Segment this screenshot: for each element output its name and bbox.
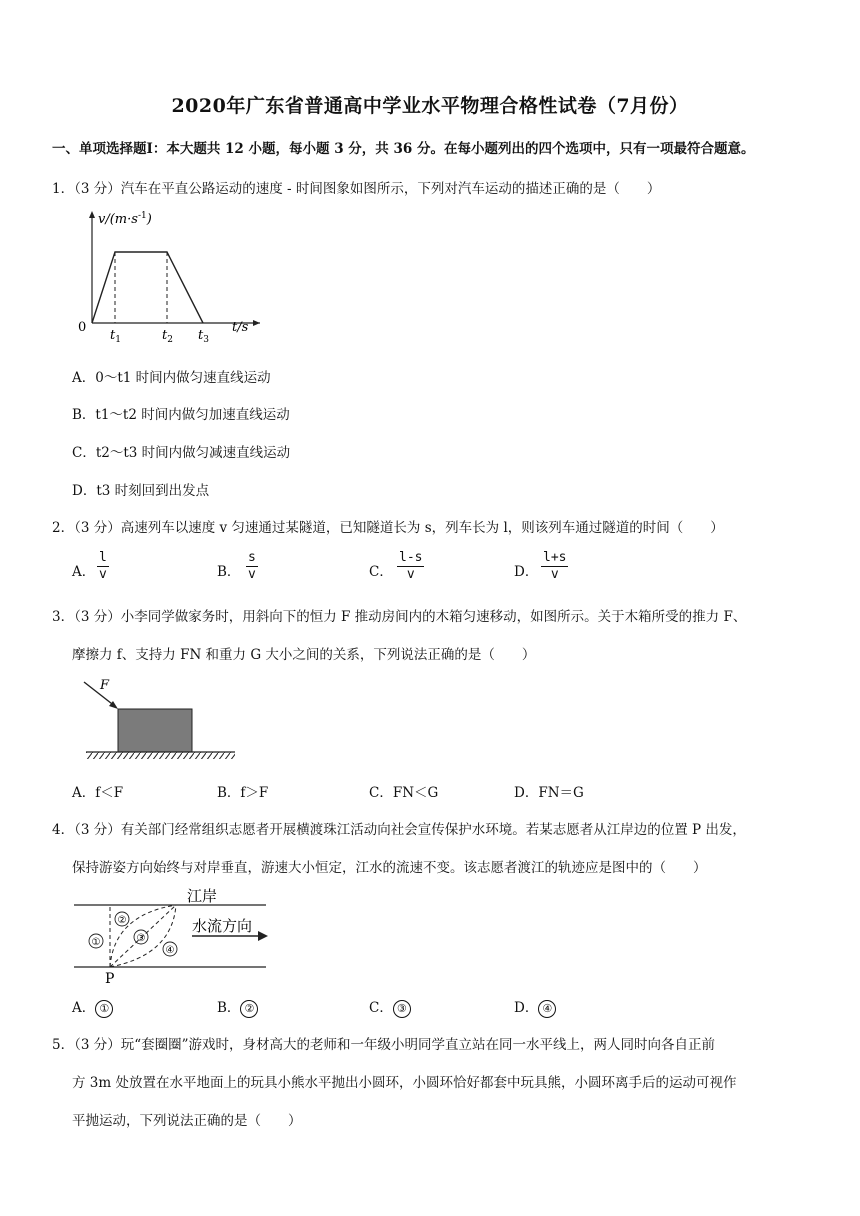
q2-num-b: s xyxy=(248,550,256,565)
graph-ylabel: v/(m·s xyxy=(98,212,138,227)
q2-den-b: v xyxy=(248,567,256,582)
graph-t3-sub: 3 xyxy=(203,335,209,345)
graph-ylabel-close: ) xyxy=(146,212,152,227)
q4-option-d xyxy=(514,996,556,1018)
path-label-4: ④ xyxy=(165,945,175,956)
graph-t2-sub: 2 xyxy=(167,335,173,345)
question-4-stem-line2: 保持游姿方向始终与对岸垂直，游速大小恒定，江水的流速不变。该志愿者渡江的轨迹应是图中的（ ） xyxy=(72,860,707,876)
river-crossing-diagram xyxy=(72,885,272,985)
q4-label-a: A． xyxy=(72,1000,96,1016)
section-heading: 一、单项选择题Ⅰ：本大题共 12 小题，每小题 3 分，共 36 分。在每小题列出的四个选项中，只有一项最符合题意。 xyxy=(52,141,755,157)
q2-label-b: B． xyxy=(217,564,241,580)
graph-ylabel-exp: -1 xyxy=(137,211,147,221)
q2-fraction-b xyxy=(246,550,258,583)
q2-num-c: l-s xyxy=(399,550,423,565)
svg-text:t2 xyxy=(162,328,173,345)
q2-label-c: C． xyxy=(369,564,393,580)
path-label-2: ② xyxy=(117,915,127,926)
q2-fraction-d xyxy=(541,550,568,583)
q4-option-c xyxy=(369,996,411,1018)
q2-den-d: v xyxy=(550,567,559,582)
svg-text:t1 xyxy=(110,328,121,345)
q1-option-c: C．t2～t3 时间内做匀减速直线运动 xyxy=(72,445,291,461)
question-5-stem-line2: 方 3m 处放置在水平地面上的玩具小熊水平抛出小圆环，小圆环恰好都套中玩具熊，小圆环离手后的运动可视作 xyxy=(72,1075,737,1091)
graph-t1: t xyxy=(110,328,116,343)
q3-option-b: B．f＞F xyxy=(217,785,269,801)
path-label-3: ③ xyxy=(136,933,146,944)
force-label: F xyxy=(100,678,110,693)
svg-text:t3 xyxy=(198,328,209,345)
q2-fraction-c xyxy=(397,550,424,583)
q4-label-d: D． xyxy=(514,1000,539,1016)
graph-t3: t xyxy=(198,328,204,343)
question-5-stem-line3: 平抛运动，下列说法正确的是（ ） xyxy=(72,1113,302,1129)
graph-t1-sub: 1 xyxy=(115,335,121,345)
q3-option-c: C．FN＜G xyxy=(369,785,439,801)
q4-answer-d: ④ xyxy=(538,1000,556,1018)
q2-label-a: A． xyxy=(72,564,96,580)
graph-origin: 0 xyxy=(78,320,87,335)
q4-option-b xyxy=(217,996,258,1018)
graph-t2: t xyxy=(162,328,168,343)
box-force-diagram xyxy=(80,673,240,763)
q4-label-c: C． xyxy=(369,1000,393,1016)
q1-option-a: A．0～t1 时间内做匀速直线运动 xyxy=(72,370,271,386)
question-5-stem-line1: 5．（3 分）玩“套圈圈”游戏时，身材高大的老师和一年级小明同学直立站在同一水平线上，两人同时向各自正前 xyxy=(52,1037,716,1053)
q4-option-a xyxy=(72,996,113,1018)
svg-text:v/(m·s-1) xyxy=(98,211,152,227)
q3-option-d: D．FN＝G xyxy=(514,785,584,801)
q4-answer-b: ② xyxy=(240,1000,258,1018)
page-title: 2020年广东省普通高中学业水平物理合格性试卷（7月份） xyxy=(171,95,689,117)
question-4-stem-line1: 4．（3 分）有关部门经常组织志愿者开展横渡珠江活动向社会宣传保护水环境。若某志愿者从江岸边的位置 P 出发， xyxy=(52,822,746,838)
q2-num-d: l+s xyxy=(543,550,567,565)
wooden-box xyxy=(118,709,192,752)
q2-den-c: v xyxy=(406,567,415,582)
q2-label-d: D． xyxy=(514,564,539,580)
bank-label: 江岸 xyxy=(187,887,218,905)
q4-label-b: B． xyxy=(217,1000,241,1016)
velocity-time-graph xyxy=(70,205,270,350)
question-3-stem-line2: 摩擦力 f、支持力 FN 和重力 G 大小之间的关系，下列说法正确的是（ ） xyxy=(72,647,536,663)
question-1-stem: 1．（3 分）汽车在平直公路运动的速度 - 时间图象如图所示，下列对汽车运动的描述正确的是（ ） xyxy=(52,181,661,197)
question-3-stem-line1: 3．（3 分）小李同学做家务时，用斜向下的恒力 F 推动房间内的木箱匀速移动，如图所示。关于木箱所受的推力 F、 xyxy=(52,609,747,625)
q1-option-b: B．t1～t2 时间内做匀加速直线运动 xyxy=(72,407,290,423)
question-2-stem: 2．（3 分）高速列车以速度 v 匀速通过某隧道，已知隧道长为 s，列车长为 l，则该列车通过隧道的时间（ ） xyxy=(52,520,724,536)
q4-answer-c: ③ xyxy=(393,1000,411,1018)
q2-fraction-a xyxy=(97,550,109,583)
q3-option-a: A．f＜F xyxy=(72,785,124,801)
q4-answer-a: ① xyxy=(95,1000,113,1018)
q2-num-a: l xyxy=(99,550,107,565)
point-p-label: P xyxy=(105,971,115,985)
q2-den-a: v xyxy=(99,567,107,582)
graph-xlabel: t/s xyxy=(232,320,249,335)
q1-option-d: D．t3 时刻回到出发点 xyxy=(72,483,210,499)
path-label-1: ① xyxy=(91,937,101,948)
flow-label: 水流方向 xyxy=(192,917,253,935)
